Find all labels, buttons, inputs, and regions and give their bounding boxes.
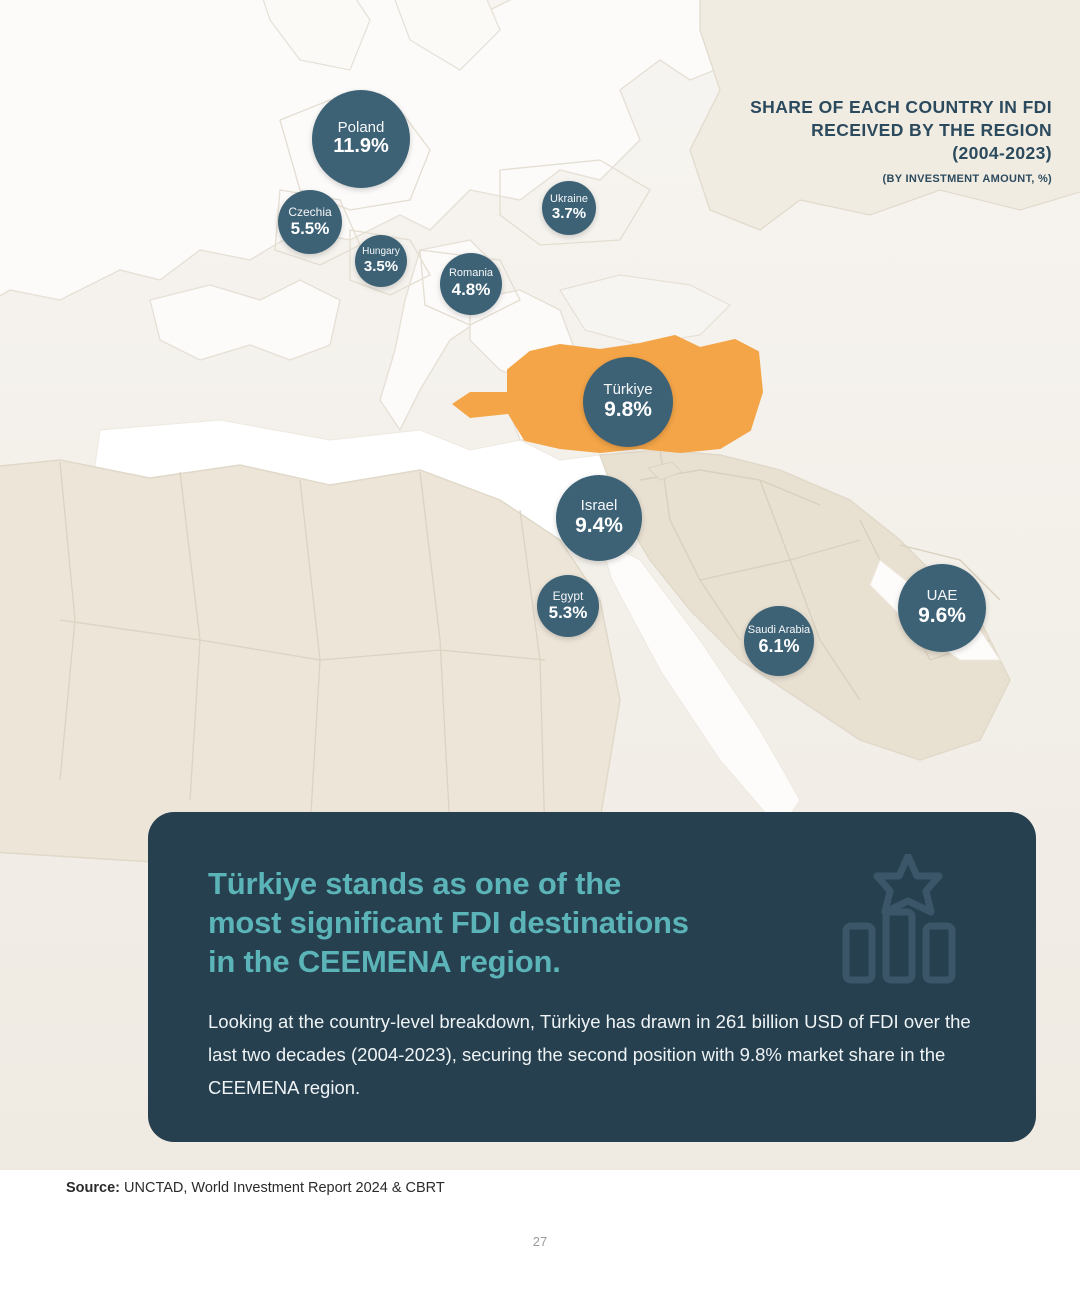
bubble-uae[interactable] <box>898 564 986 652</box>
bubble-label: Hungary <box>362 246 400 258</box>
bubble-label: Saudi Arabia <box>747 623 811 636</box>
source-label: Source: <box>66 1180 120 1196</box>
bubble-saudi-arabia[interactable] <box>744 606 814 676</box>
bubble-label: Romania <box>448 267 494 280</box>
bubble-czechia[interactable] <box>278 190 342 254</box>
bubble-egypt[interactable] <box>537 575 599 637</box>
callout-heading <box>208 864 828 981</box>
bubble-label: UAE <box>926 587 958 605</box>
chart-title <box>750 96 1052 185</box>
bubble-label: Czechia <box>288 204 332 219</box>
bubble-ukraine[interactable] <box>542 181 596 235</box>
bubble-romania[interactable] <box>440 253 502 315</box>
page-number: 27 <box>532 1234 548 1249</box>
chart-title-line1: SHARE OF EACH COUNTRY IN FDI <box>750 97 1052 117</box>
source-text: UNCTAD, World Investment Report 2024 & CBRT <box>124 1180 445 1196</box>
bubble-value: 9.6% <box>918 603 966 627</box>
callout-card <box>148 812 1036 1142</box>
bubble-value: 3.5% <box>363 257 399 275</box>
bubble-value: 5.3% <box>548 602 588 622</box>
bubble-value: 5.5% <box>290 218 330 238</box>
bubble-poland[interactable] <box>312 90 410 188</box>
chart-title-line2: RECEIVED BY THE REGION <box>811 120 1052 140</box>
bubble-value: 4.8% <box>451 280 491 299</box>
bubble-label: Egypt <box>552 588 584 603</box>
bubble-value: 9.4% <box>575 513 623 537</box>
bubble-label: Türkiye <box>603 381 653 399</box>
callout-heading-line3: in the CEEMENA region. <box>208 944 561 979</box>
bubble-label: Poland <box>337 118 385 136</box>
bubble-israel[interactable] <box>556 475 642 561</box>
bubble-value: 6.1% <box>758 636 800 657</box>
callout-heading-line2: most significant FDI destinations <box>208 905 689 940</box>
star-bar-chart-icon <box>838 854 978 984</box>
bubble-value: 3.7% <box>551 205 587 223</box>
callout-heading-line1: Türkiye stands as one of the <box>208 866 622 901</box>
chart-title-line3: (2004-2023) <box>952 143 1052 163</box>
bubble-hungary[interactable] <box>355 235 407 287</box>
bubble-label: Israel <box>580 497 618 515</box>
source-note <box>66 1180 445 1196</box>
callout-body: Looking at the country-level breakdown, Türkiye has drawn in 261 billion USD of FDI over the last two decades (2004-2023), securing the second position with 9.8% market share in the CEEMENA region. <box>208 1011 971 1098</box>
chart-subtitle: (BY INVESTMENT AMOUNT, %) <box>882 173 1052 185</box>
bubble-value: 9.8% <box>604 397 652 421</box>
bubble-türkiye[interactable] <box>583 357 673 447</box>
bubble-value: 11.9% <box>333 135 389 158</box>
bubble-label: Ukraine <box>550 192 588 205</box>
